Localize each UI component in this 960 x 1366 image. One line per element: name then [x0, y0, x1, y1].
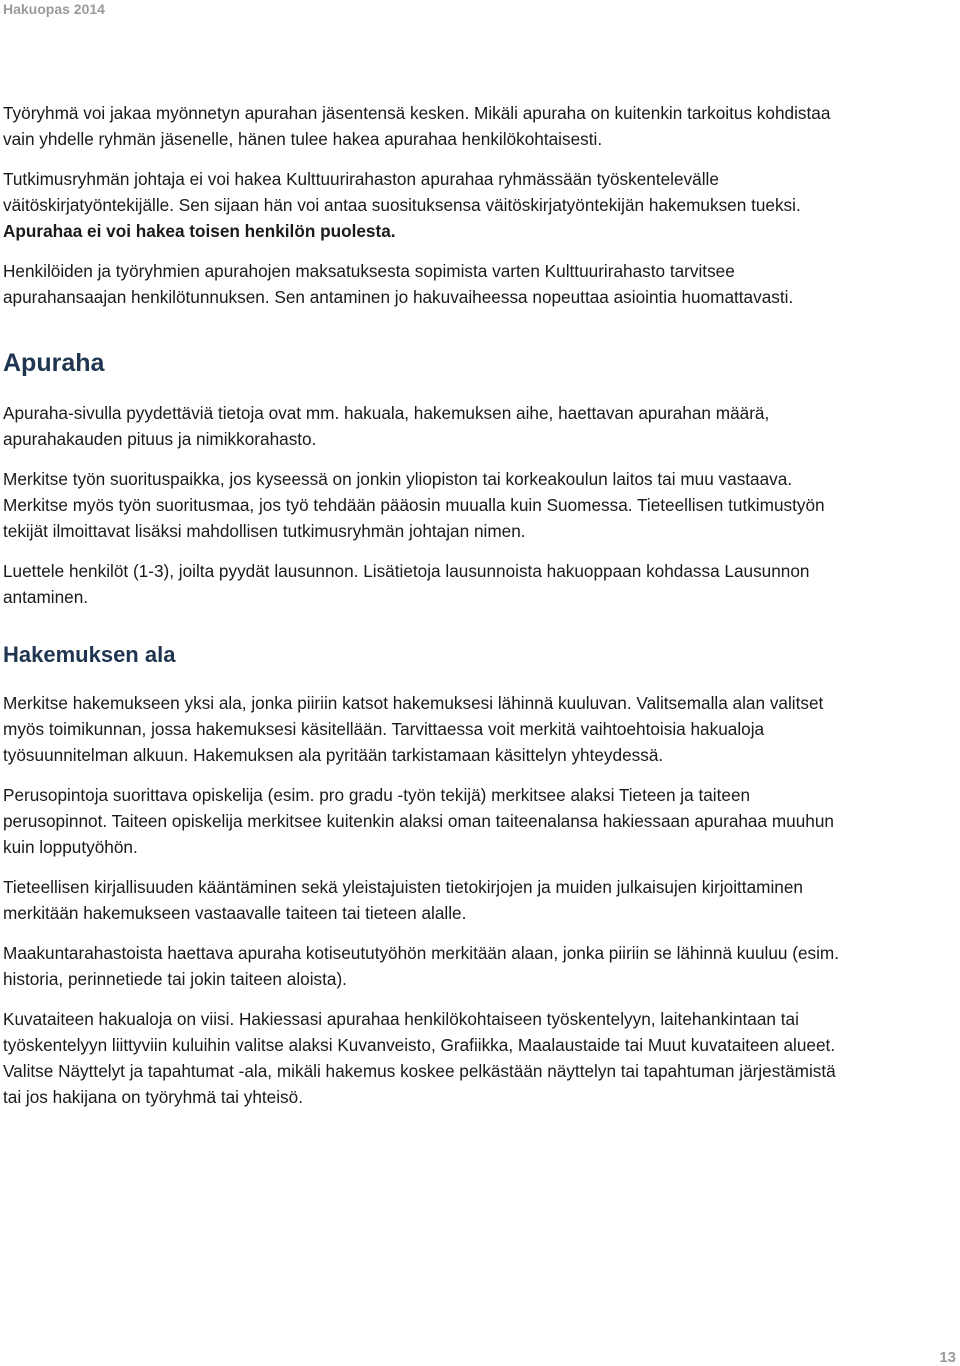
paragraph-workgroup-distribution [3, 100, 958, 152]
text-line: Apuraha-sivulla pyydettäviä tietoja ovat mm. hakuala, hakemuksen aihe, haettavan apurahan määrä, [3, 403, 770, 423]
text-line: tai jos hakijana on työryhmä tai yhteisö. [3, 1087, 303, 1107]
text-line: kuin lopputyöhön. [3, 837, 138, 857]
text-line: Tieteellisen kirjallisuuden kääntäminen sekä yleistajuisten tietokirjojen ja muiden julkaisujen kirjoittaminen [3, 877, 803, 897]
document-header-title: Hakuopas 2014 [3, 1, 105, 17]
paragraph-research-group-leader [3, 166, 958, 244]
text-line: perusopinnot. Taiteen opiskelija merkitsee kuitenkin alaksi oman taiteenalansa hakiessaan apurahaa muuhun [3, 811, 834, 831]
text-line: myös toimikunnan, jossa hakemuksesi käsitellään. Tarvittaessa voit merkitä vaihtoehtoisia hakualoja [3, 719, 765, 739]
text-line: historia, perinnetiede tai jokin taiteen aloista). [3, 969, 347, 989]
page-number: 13 [939, 1349, 956, 1366]
paragraph-apuraha-page-info [3, 400, 958, 452]
paragraph-application-field [3, 690, 958, 768]
text-line: Tutkimusryhmän johtaja ei voi hakea Kulttuurirahaston apurahaa ryhmässään työskentelevälle [3, 169, 719, 189]
text-line: Luettele henkilöt (1-3), joilta pyydät lausunnon. Lisätietoja lausunnoista hakuoppaan kohdassa Lausunnon [3, 561, 810, 581]
text-line: Henkilöiden ja työryhmien apurahojen maksatuksesta sopimista varten Kulttuurirahasto tarvitsee [3, 261, 735, 281]
paragraph-translation [3, 874, 958, 926]
text-line: Kuvataiteen hakualoja on viisi. Hakiessasi apurahaa henkilökohtaiseen työskentelyyn, laitehankintaan tai [3, 1009, 799, 1029]
text-line: merkitään hakemukseen vastaavalle taiteen tai tieteen alalle. [3, 903, 467, 923]
paragraph-visual-arts [3, 1006, 958, 1110]
paragraph-basic-studies [3, 782, 958, 860]
text-line: Työryhmä voi jakaa myönnetyn apurahan jäsentensä kesken. Mikäli apuraha on kuitenkin tarkoitus kohdistaa [3, 103, 831, 123]
text-line: Valitse Näyttelyt ja tapahtumat -ala, mikäli hakemus koskee pelkästään näyttelyn tai tapahtuman järjestämistä [3, 1061, 836, 1081]
text-line: väitöskirjatyöntekijälle. Sen sijaan hän voi antaa suosituksensa väitöskirjatyöntekijän hakemuksen tueksi. [3, 195, 801, 215]
text-line: Merkitse työn suorituspaikka, jos kyseessä on jonkin yliopiston tai korkeakoulun laitos tai muu vastaava. [3, 469, 793, 489]
text-line: työskentelyyn liittyviin kuluihin valitse alaksi Kuvanveisto, Grafiikka, Maalaustaide tai Muut kuvataiteen alueet. [3, 1035, 836, 1055]
bold-notice: Apurahaa ei voi hakea toisen henkilön puolesta. [3, 221, 396, 241]
text-line: Merkitse hakemukseen yksi ala, jonka piiriin katsot hakemuksesi lähinnä kuuluvan. Valitsemalla alan valitset [3, 693, 824, 713]
document-body [3, 100, 958, 1124]
paragraph-personal-id [3, 258, 958, 310]
paragraph-work-location [3, 466, 958, 544]
paragraph-regional-funds [3, 940, 958, 992]
paragraph-statements [3, 558, 958, 610]
text-line: Maakuntarahastoista haettava apuraha kotiseututyöhön merkitään alaan, jonka piiriin se lähinnä kuuluu (esim. [3, 943, 840, 963]
text-line: tekijät ilmoittavat lisäksi mahdollisen tutkimusryhmän johtajan nimen. [3, 521, 526, 541]
text-line: apurahakauden pituus ja nimikkorahasto. [3, 429, 317, 449]
text-line: antaminen. [3, 587, 89, 607]
text-line: Merkitse myös työn suoritusmaa, jos työ tehdään pääosin muualla kuin Suomessa. Tieteellisen tutkimustyön [3, 495, 825, 515]
text-line: apurahansaajan henkilötunnuksen. Sen antaminen jo hakuvaiheessa nopeuttaa asiointia huomattavasti. [3, 287, 794, 307]
text-line: työsuunnitelman alkuun. Hakemuksen ala pyritään tarkistamaan käsittelyn yhteydessä. [3, 745, 664, 765]
section-heading-hakemuksen-ala: Hakemuksen ala [3, 642, 176, 667]
text-line: vain yhdelle ryhmän jäsenelle, hänen tulee hakea apurahaa henkilökohtaisesti. [3, 129, 603, 149]
text-line: Perusopintoja suorittava opiskelija (esim. pro gradu -työn tekijä) merkitsee alaksi Tieteen ja taiteen [3, 785, 751, 805]
section-heading-apuraha: Apuraha [3, 349, 105, 377]
